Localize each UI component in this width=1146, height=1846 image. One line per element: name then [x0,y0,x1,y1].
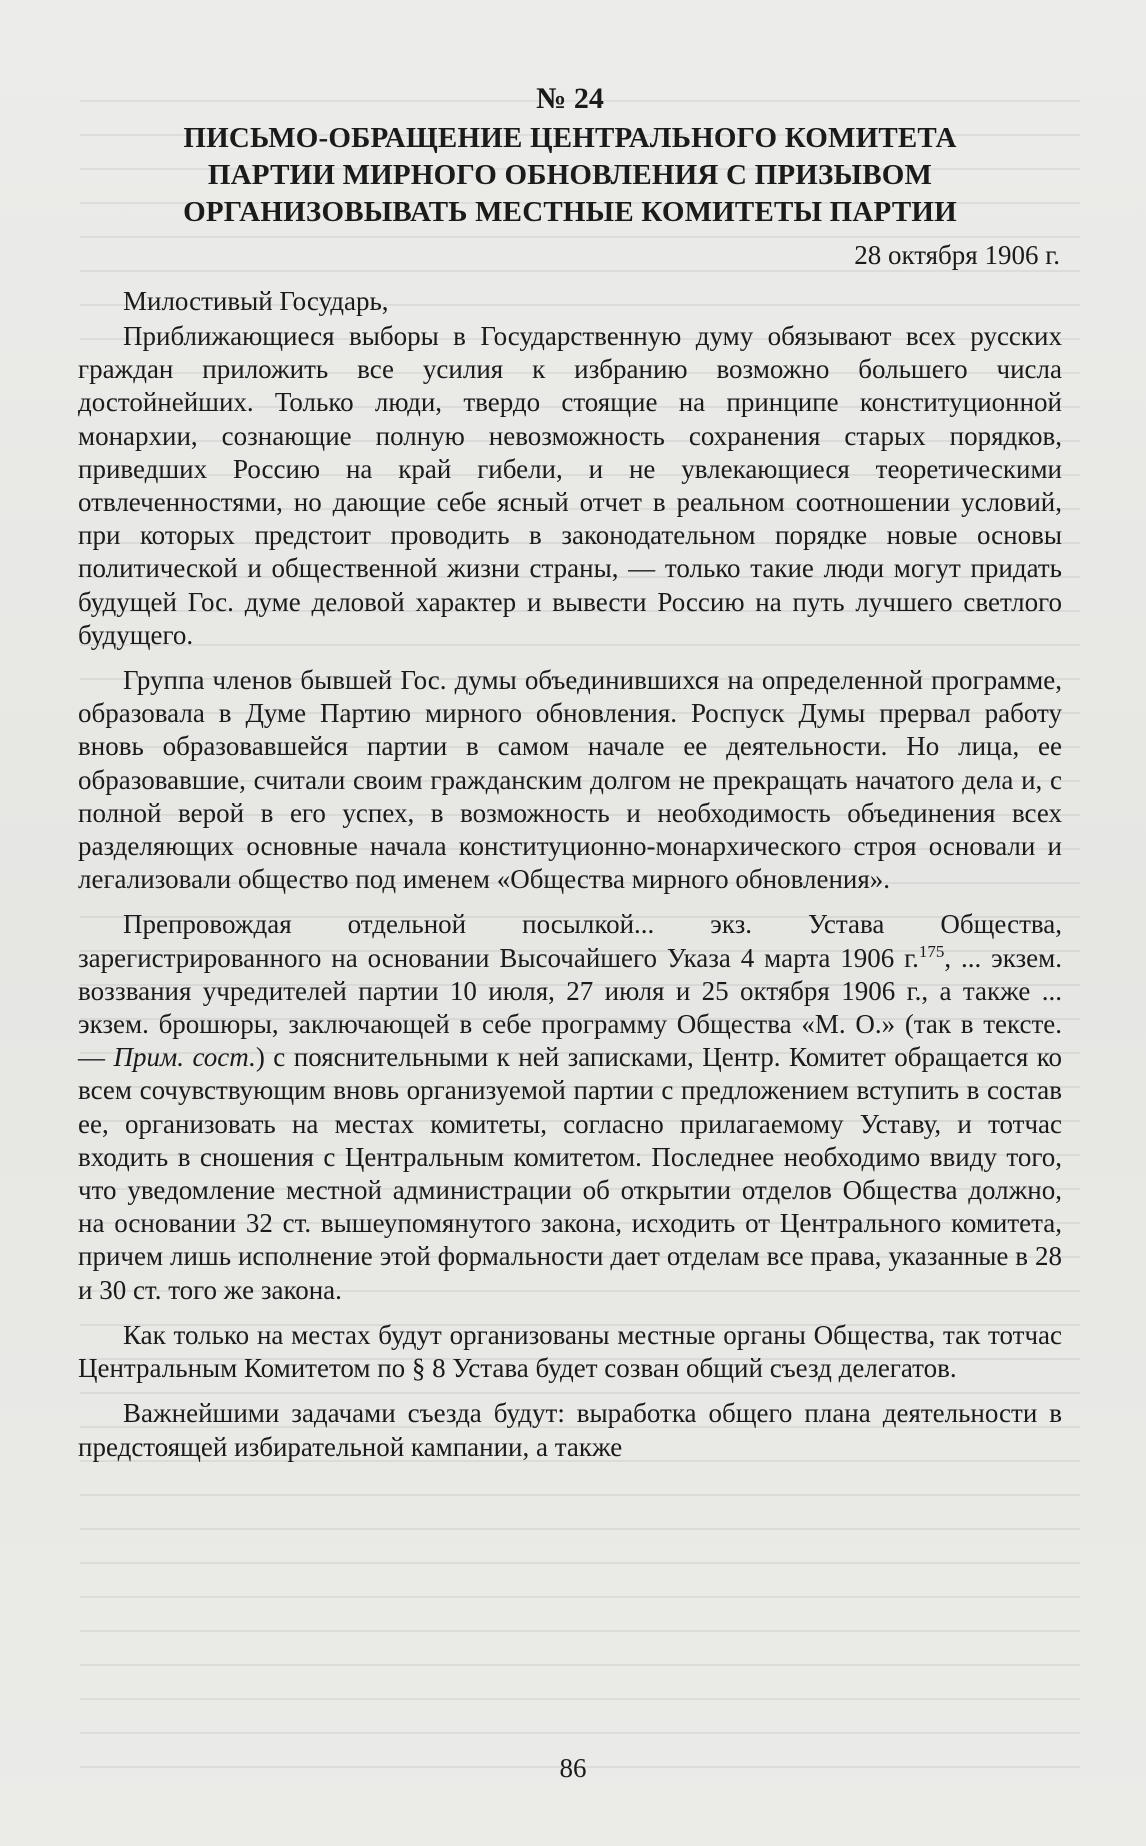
paragraph-5: Важнейшими задачами съезда будут: выработка общего плана деятельности в предстоящей избирательной кампании, а также [78,1398,1062,1462]
document-body [78,82,1062,1476]
paragraph-3-part-2: , ... экзем. воззвания учредителей партии 10 июля, 27 июля и 25 октября 1906 г., а также ... экзем. брошюры, заключающей в себе программу Общества «М. О.» (так в тексте. — [78,942,1062,1073]
document-number: № 24 [536,82,604,115]
paragraph-4: Как только на местах будут организованы местные органы Общества, так тотчас Центральным Комитетом по § 8 Устава будет созван общий съезд делегатов. [78,1319,1062,1384]
document-title [78,120,1062,231]
paragraph-1: Приближающиеся выборы в Государственную думу обязывают всех русских граждан приложить все усилия к избранию возможно большего числа достойнейших. Только люди, твердо стоящие на принципе конституционной монархии, сознающие полную невозможность сохранения старых порядков, приведших Россию на край гибели, и не увлекающиеся теоретическими отвлеченностями, но дающие себе ясный отчет в реальном соотношении условий, при которых предстоит проводить в законодательном порядке новые основы политической и общественной жизни страны, — только такие люди могут придать будущей Гос. думе деловой характер и вывести Россию на путь лучшего светлого будущего. [78,321,1062,650]
page-number: 86 [559,1753,587,1783]
salutation: Милостивый Государь, [123,286,389,316]
title-line-1: ПИСЬМО-ОБРАЩЕНИЕ ЦЕНТРАЛЬНОГО КОМИТЕТА [183,122,957,154]
paragraph-3-part-3: ) с пояснительными к ней записками, Центр. Комитет обращается ко всем сочувствующим вновь организуемой партии с предложением вступить в состав ее, организовать на местах комитеты, согласно прилагаемому Уставу, и тотчас входить в сношения с Центральным комитетом. Последнее необходимо ввиду того, что уведомление местной администрации об открытии отделов Общества должно, на основании 32 ст. вышеупомянутого закона, исходить от Центрального комитета, причем лишь исполнение этой формальности дает отделам все права, указанные в 28 и 30 ст. того же закона. [78,1042,1063,1305]
title-line-3: ОРГАНИЗОВЫВАТЬ МЕСТНЫЕ КОМИТЕТЫ ПАРТИИ [183,196,957,228]
compiler-note: Прим. сост. [113,1042,256,1073]
title-line-2: ПАРТИИ МИРНОГО ОБНОВЛЕНИЯ С ПРИЗЫВОМ [207,159,933,191]
paragraph-3-part-1: Препровождая отдельной посылкой... экз. Устава Общества, зарегистрированного на основании Высочайшего Указа 4 марта 1906 г. [78,909,1062,973]
footnote-reference: 175 [918,941,945,961]
paragraph-2: Группа членов бывшей Гос. думы объединившихся на определенной программе, образовала в Думе Партию мирного обновления. Роспуск Думы прервал работу вновь образовавшейся партии в самом начале ее деятельности. Но лица, ее образовавшие, считали своим гражданским долгом не прекращать начатого дела и, с полной верой в его успех, в возможность и необходимость объединения всех разделяющих основные начала конституционно-монархического строя основали и легализовали общество под именем «Общества мирного обновления». [78,665,1062,895]
document-date: 28 октября 1906 г. [854,240,1060,270]
paragraph-3 [78,908,1062,1306]
